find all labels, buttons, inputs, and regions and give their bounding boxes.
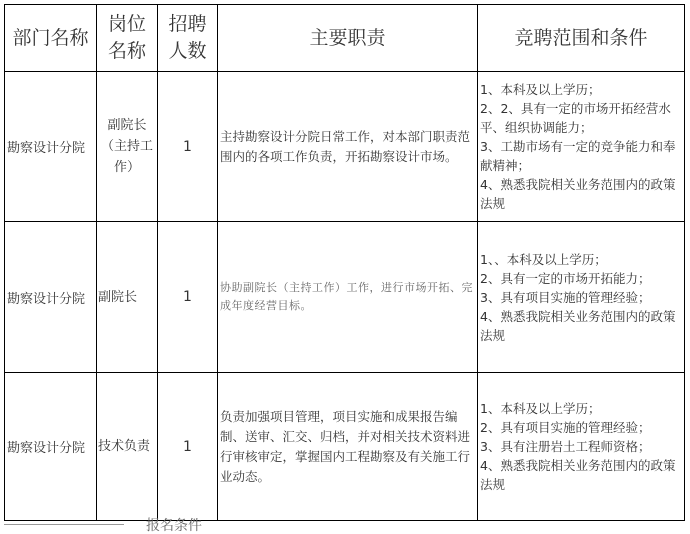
- recruitment-table: [4, 4, 685, 521]
- header-dept: 部门名称: [5, 5, 97, 72]
- header-count-line1: 招聘: [168, 13, 207, 35]
- requirements-cell: [478, 222, 685, 373]
- dept-cell: 勘察设计分院: [5, 72, 97, 222]
- header-count: [158, 5, 218, 72]
- dept-cell: 勘察设计分院: [5, 222, 97, 373]
- requirement-item: 2、具有项目实施的管理经验；: [480, 420, 651, 435]
- header-position: [97, 5, 158, 72]
- header-position-line1: 岗位: [107, 13, 146, 35]
- footer-text: 报名条件: [146, 518, 202, 534]
- requirements-cell: [478, 72, 685, 222]
- dept-cell: 勘察设计分院: [5, 373, 97, 521]
- position-cell: 技术负责: [97, 373, 158, 521]
- requirement-item: 1、、本科及以上学历；: [480, 251, 607, 267]
- requirement-item: 3、具有项目实施的管理经验；: [480, 289, 651, 305]
- requirement-item: 1、本科及以上学历；: [480, 82, 601, 97]
- duty-cell: 主持勘察设计分院日常工作，对本部门职责范围内的各项工作负责，开拓勘察设计市场。: [218, 72, 478, 222]
- duty-cell: 负责加强项目管理，项目实施和成果报告编制、送审、汇交、归档，并对相关技术资料进行审核审定，掌握国内工程勘察及有关施工行业动态。: [218, 373, 478, 521]
- header-row: [5, 5, 685, 72]
- requirement-item: 3、工勘市场有一定的竞争能力和奉献精神；: [480, 139, 676, 173]
- duty-cell: 协助副院长（主持工作）工作，进行市场开拓、完成年度经营目标。: [218, 222, 478, 373]
- count-cell: 1: [158, 72, 218, 222]
- position-cell: 副院长: [97, 222, 158, 373]
- header-requirements: 竞聘范围和条件: [478, 5, 685, 72]
- count-cell: 1: [158, 222, 218, 373]
- requirement-item: 1、本科及以上学历；: [480, 401, 601, 416]
- table-row: [5, 373, 685, 521]
- table-row: [5, 222, 685, 373]
- position-cell: 副院长（主持工作）: [97, 72, 158, 222]
- footer-divider: [4, 524, 124, 525]
- requirement-item: 4、熟悉我院相关业务范围内的政策法规: [480, 458, 676, 492]
- requirements-cell: [478, 373, 685, 521]
- header-count-line2: 人数: [168, 40, 207, 62]
- requirement-item: 4、熟悉我院相关业务范围内的政策法规: [480, 308, 676, 343]
- requirement-item: 3、具有注册岩土工程师资格；: [480, 439, 651, 454]
- requirement-item: 2、2、具有一定的市场开拓经营水平、组织协调能力；: [480, 101, 671, 135]
- header-position-line2: 名称: [107, 40, 146, 62]
- count-cell: 1: [158, 373, 218, 521]
- requirement-item: 4、熟悉我院相关业务范围内的政策法规: [480, 177, 676, 211]
- requirement-item: 2、具有一定的市场开拓能力；: [480, 270, 651, 286]
- table-row: [5, 72, 685, 222]
- header-duty: 主要职责: [218, 5, 478, 72]
